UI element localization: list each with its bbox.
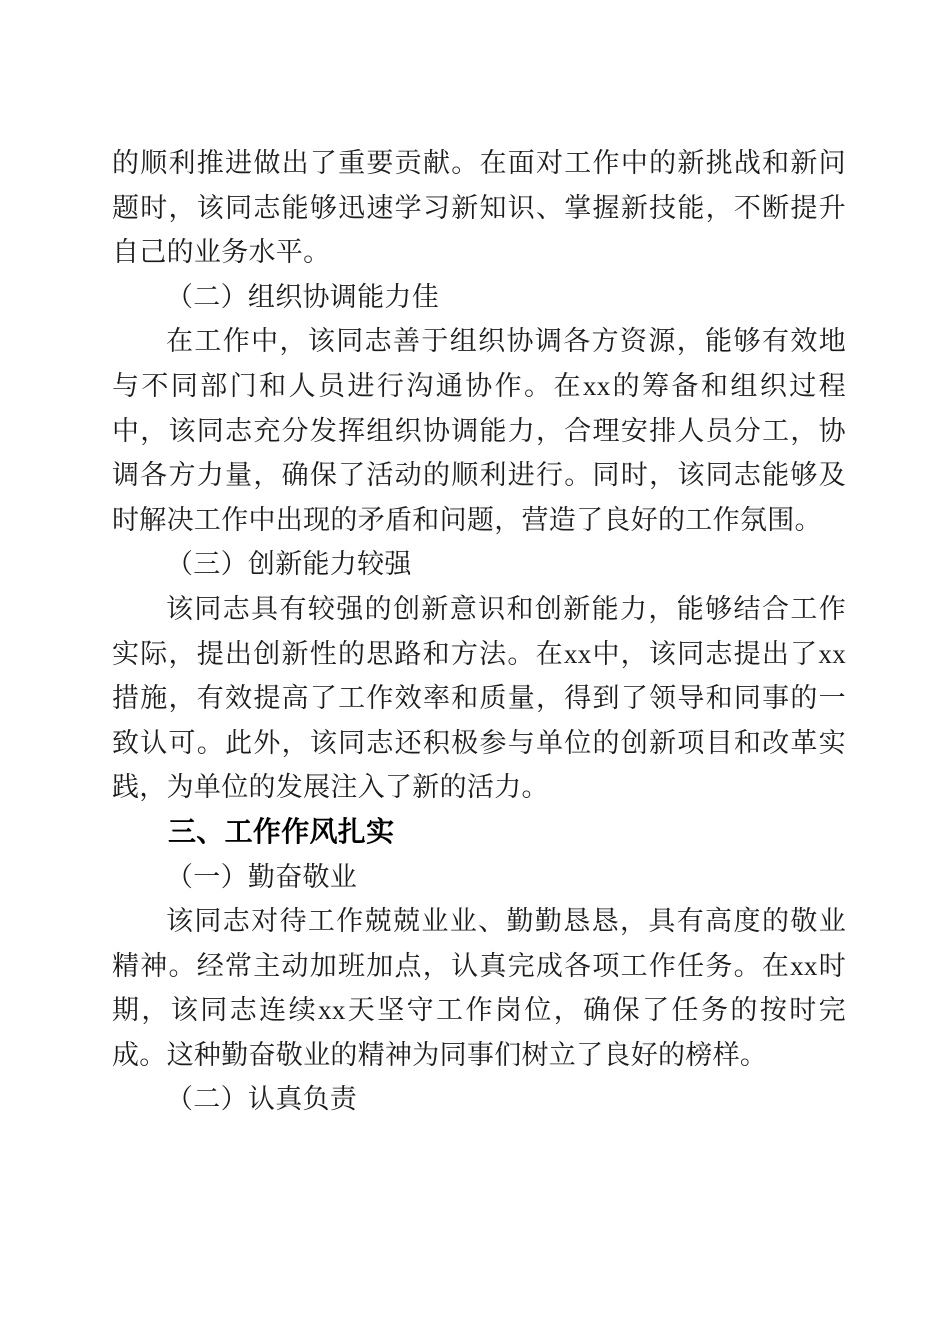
paragraph-diligence: 该同志对待工作兢兢业业、勤勤恳恳，具有高度的敬业精神。经常主动加班加点，认真完成各项工作任务。在xx时期，该同志连续xx天坚守工作岗位，确保了任务的按时完成。这种勤奋敬业的精神为同事们树立了良好的榜样。	[112, 906, 846, 1070]
section-heading-work-style: 三、工作作风扎实	[168, 815, 395, 847]
sub-heading-2-responsibility: （二）认真负责	[166, 1084, 358, 1115]
sub-heading-1-diligence: （一）勤奋敬业	[166, 861, 358, 892]
sub-heading-3-innovation: （三）创新能力较强	[166, 549, 412, 580]
document-body	[112, 141, 846, 1122]
paragraph-continuation: 的顺利推进做出了重要贡献。在面对工作中的新挑战和新问题时，该同志能够迅速学习新知识、掌握新技能，不断提升自己的业务水平。	[112, 148, 846, 268]
paragraph-innovation: 该同志具有较强的创新意识和创新能力，能够结合工作实际，提出创新性的思路和方法。在xx中，该同志提出了xx措施，有效提高了工作效率和质量，得到了领导和同事的一致认可。此外，该同志还积极参与单位的创新项目和改革实践，为单位的发展注入了新的活力。	[112, 593, 846, 803]
sub-heading-2-organization: （二）组织协调能力佳	[166, 281, 439, 312]
paragraph-organization: 在工作中，该同志善于组织协调各方资源，能够有效地与不同部门和人员进行沟通协作。在xx的筹备和组织过程中，该同志充分发挥组织协调能力，合理安排人员分工，协调各方力量，确保了活动的顺利进行。同时，该同志能够及时解决工作中出现的矛盾和问题，营造了良好的工作氛围。	[112, 326, 846, 535]
